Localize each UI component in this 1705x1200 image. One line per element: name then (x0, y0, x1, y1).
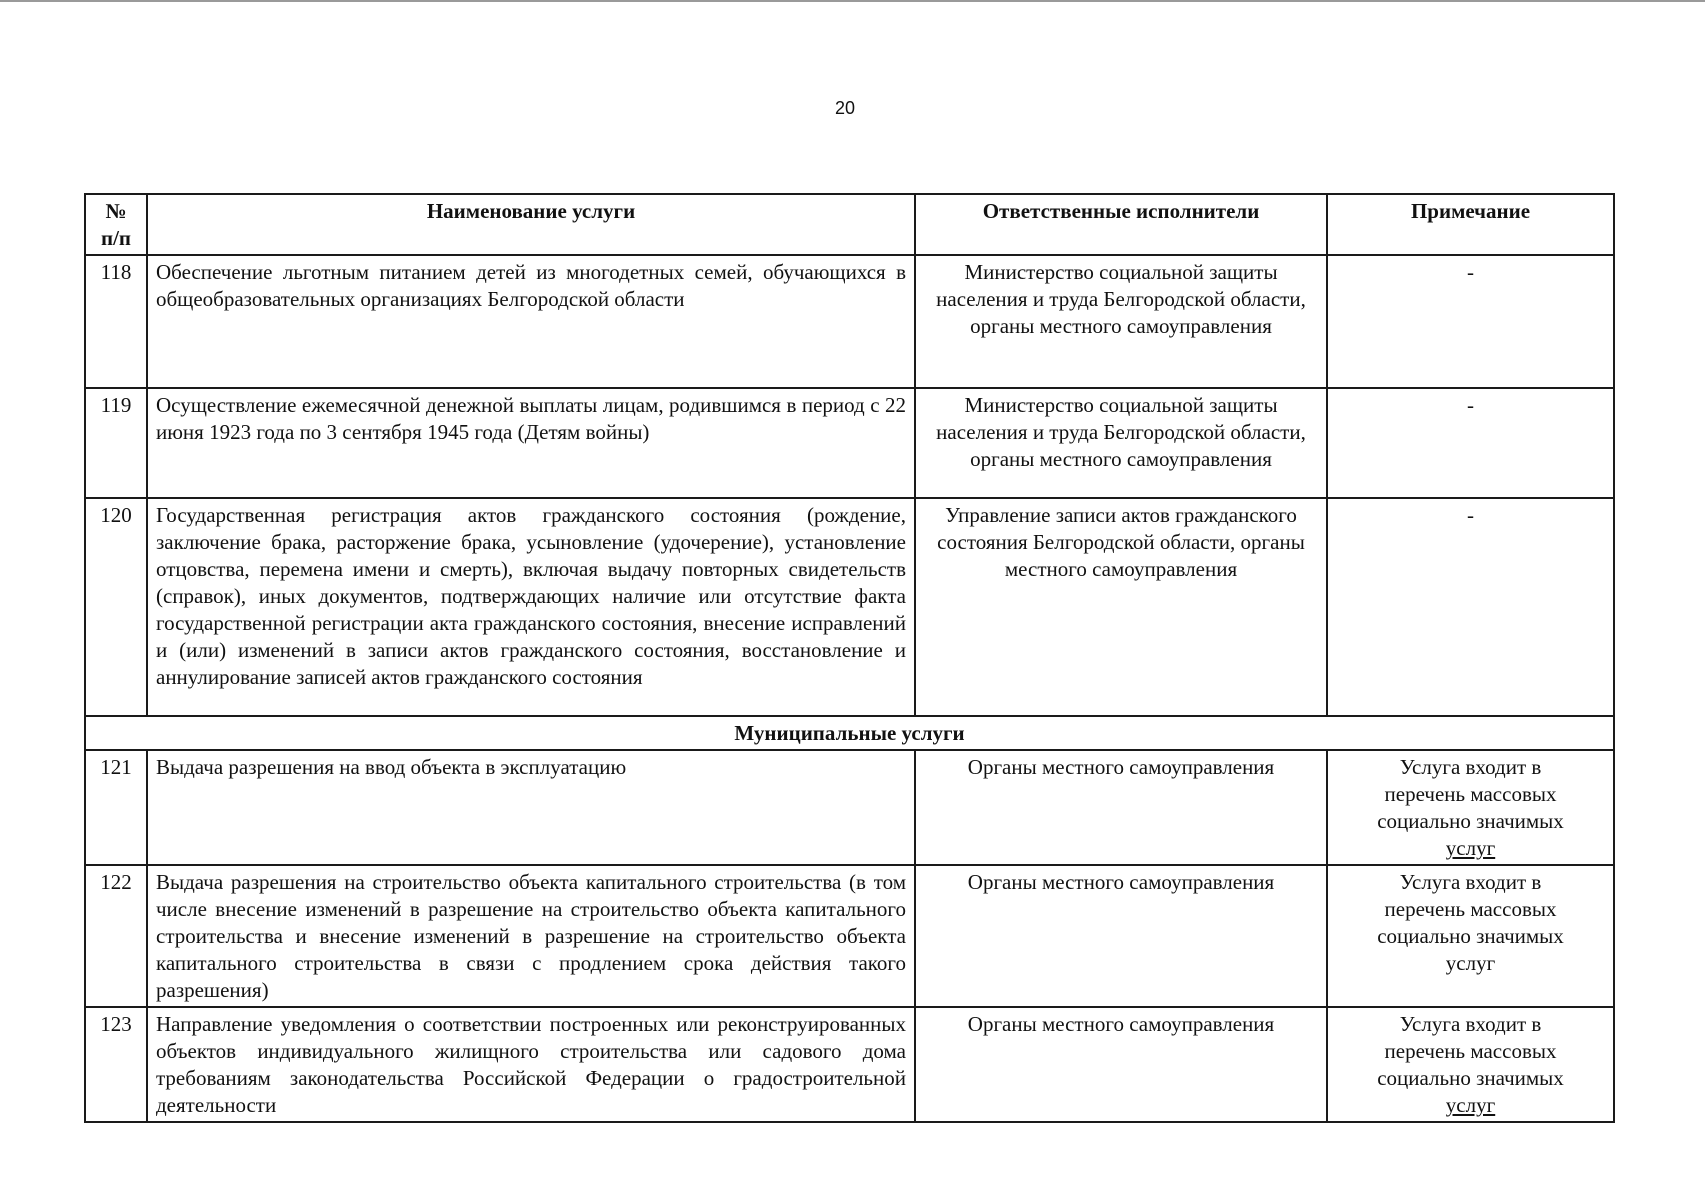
table-row (85, 865, 1614, 1007)
header-note: Примечание (1327, 194, 1614, 255)
header-name: Наименование услуги (147, 194, 915, 255)
service-name: Государственная регистрация актов гражданского состояния (рождение, заключение брака, расторжение брака, усыновление (удочерение), установление отцовства, перемена имени и смерть), включая выдачу повторных свидетельств (справок), иных документов, подтверждающих наличие или отсутствие факта государственной регистрации акта гражданского состояния, внесение исправлений и (или) изменений в записи актов гражданского состояния, восстановление и аннулирование записей актов гражданского состояния (147, 498, 915, 716)
note-text (1363, 754, 1578, 862)
header-executors: Ответственные исполнители (915, 194, 1327, 255)
service-name: Выдача разрешения на строительство объекта капитального строительства (в том числе внесение изменений в разрешение на строительство объекта капитального строительства и внесение изменений в разрешение на строительство объекта капитального строительства в связи с продлением срока действия такого разрешения) (147, 865, 915, 1007)
services-table (84, 193, 1615, 1123)
table-row (85, 498, 1614, 716)
row-number: 120 (85, 498, 147, 716)
note (1327, 1007, 1614, 1122)
section-row (85, 716, 1614, 750)
note-text (1363, 869, 1578, 977)
service-name: Выдача разрешения на ввод объекта в эксплуатацию (147, 750, 915, 865)
table-row (85, 255, 1614, 388)
note: - (1327, 498, 1614, 716)
row-number: 121 (85, 750, 147, 865)
note (1327, 750, 1614, 865)
page-number: 20 (834, 98, 856, 118)
row-number: 118 (85, 255, 147, 388)
top-edge-line (0, 0, 1705, 2)
row-number: 123 (85, 1007, 147, 1122)
note: - (1327, 388, 1614, 498)
note-last-word: услуг (1445, 1093, 1496, 1117)
responsible-executors: Органы местного самоуправления (915, 865, 1327, 1007)
row-number: 122 (85, 865, 147, 1007)
service-name: Осуществление ежемесячной денежной выплаты лицам, родившимся в период с 22 июня 1923 года по 3 сентября 1945 года (Детям войны) (147, 388, 915, 498)
responsible-executors: Министерство социальной защиты населения и труда Белгородской области, органы местного самоуправления (915, 388, 1327, 498)
note: - (1327, 255, 1614, 388)
responsible-executors: Министерство социальной защиты населения и труда Белгородской области, органы местного самоуправления (915, 255, 1327, 388)
service-name: Направление уведомления о соответствии построенных или реконструированных объектов индивидуального жилищного строительства или садового дома требованиям законодательства Российской Федерации о градостроительной деятельности (147, 1007, 915, 1122)
note-main: Услуга входит в перечень массовых социально значимых (1377, 870, 1564, 948)
table-row (85, 1007, 1614, 1122)
table-row (85, 388, 1614, 498)
section-title: Муниципальные услуги (85, 716, 1614, 750)
note-main: Услуга входит в перечень массовых социально значимых (1377, 755, 1564, 833)
table-row (85, 750, 1614, 865)
table-header-row (85, 194, 1614, 255)
header-num: № п/п (85, 194, 147, 255)
note-text (1363, 1011, 1578, 1119)
note-last-word: услуг (1445, 951, 1496, 975)
responsible-executors: Органы местного самоуправления (915, 750, 1327, 865)
note-main: Услуга входит в перечень массовых социально значимых (1377, 1012, 1564, 1090)
responsible-executors: Органы местного самоуправления (915, 1007, 1327, 1122)
service-name: Обеспечение льготным питанием детей из многодетных семей, обучающихся в общеобразовательных организациях Белгородской области (147, 255, 915, 388)
responsible-executors: Управление записи актов гражданского состояния Белгородской области, органы местного самоуправления (915, 498, 1327, 716)
row-number: 119 (85, 388, 147, 498)
note-last-word: услуг (1445, 836, 1496, 860)
note (1327, 865, 1614, 1007)
